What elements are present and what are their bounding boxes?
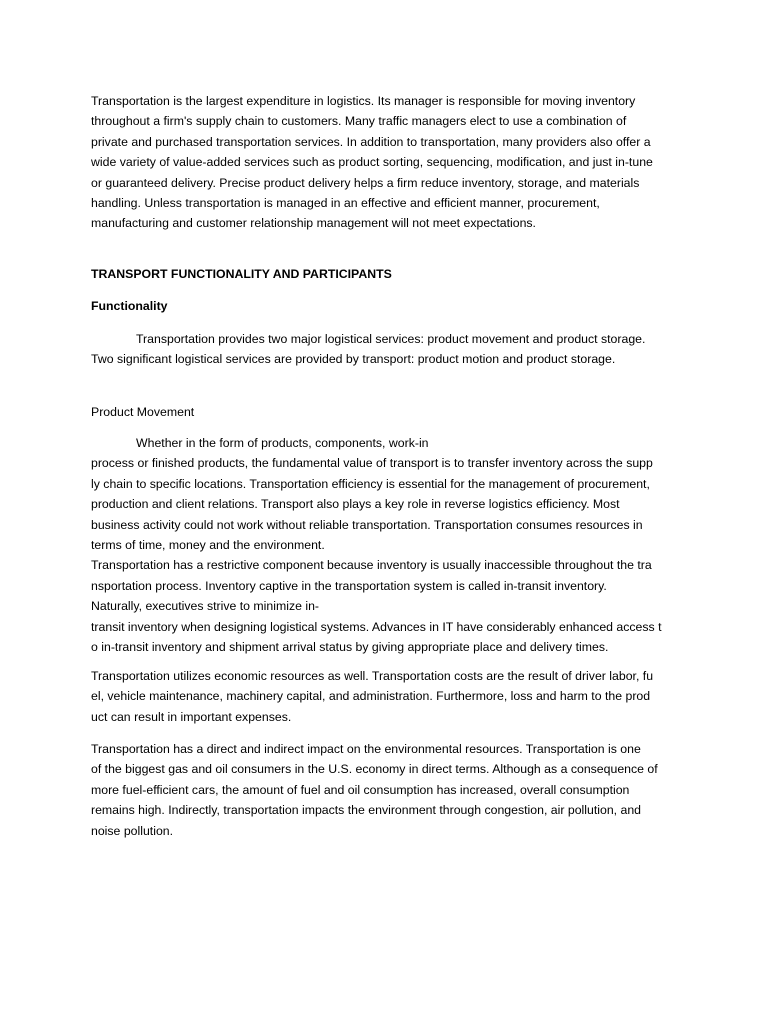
text-line: private and purchased transportation services. In addition to transportation, many providers also offer a (91, 134, 651, 149)
text-line: manufacturing and customer relationship management will not meet expectations. (91, 216, 536, 231)
subheading-functionality (91, 296, 691, 316)
text-line: of the biggest gas and oil consumers in the U.S. economy in direct terms. Although as a consequence of (91, 762, 658, 777)
text-line: Transportation is the largest expenditure in logistics. Its manager is responsible for moving inventory (91, 94, 636, 108)
text-line: transit inventory when designing logistical systems. Advances in IT have considerably enhanced access t (91, 619, 662, 634)
text-line: more fuel-efficient cars, the amount of fuel and oil consumption has increased, overall consumption (91, 782, 630, 797)
text-line: remains high. Indirectly, transportation impacts the environment through congestion, air pollution, and (91, 803, 642, 818)
text-line: handling. Unless transportation is managed in an effective and efficient manner, procurement, (91, 196, 600, 211)
subheading-text: Product Movement (91, 405, 195, 419)
product-movement-paragraph-2 (91, 666, 691, 727)
text-line: Transportation provides two major logistical services: product movement and product storage. (136, 332, 646, 346)
text-line: Naturally, executives strive to minimize in- (91, 599, 320, 614)
subheading-product-movement (91, 402, 691, 422)
text-line: or guaranteed delivery. Precise product delivery helps a firm reduce inventory, storage, and materials (91, 175, 640, 190)
product-movement-paragraph-1 (91, 433, 691, 657)
subheading-text: Functionality (91, 299, 168, 313)
text-line: noise pollution. (91, 823, 174, 838)
text-line: Two significant logistical services are provided by transport: product motion and product storage. (91, 352, 616, 367)
text-line: nsportation process. Inventory captive in the transportation system is called in-transit inventory. (91, 578, 607, 593)
text-line: Transportation has a restrictive component because inventory is usually inaccessible throughout the tra (91, 558, 652, 573)
intro-paragraph (91, 91, 691, 234)
text-line: production and client relations. Transport also plays a key role in reverse logistics efficiency. Most (91, 497, 620, 512)
text-line: el, vehicle maintenance, machinery capital, and administration. Furthermore, loss and harm to the prod (91, 689, 651, 704)
text-line: ly chain to specific locations. Transportation efficiency is essential for the management of procurement, (91, 476, 650, 491)
section-heading-text: TRANSPORT FUNCTIONALITY AND PARTICIPANTS (91, 267, 392, 281)
text-line: throughout a firm's supply chain to customers. Many traffic managers elect to use a combination of (91, 114, 627, 129)
product-movement-paragraph-3 (91, 739, 691, 841)
section-heading (91, 264, 691, 284)
text-line: o in-transit inventory and shipment arrival status by giving appropriate place and delivery times. (91, 640, 609, 655)
text-line: process or finished products, the fundamental value of transport is to transfer inventory across the supp (91, 456, 653, 471)
text-line: wide variety of value-added services such as product sorting, sequencing, modification, and just in-tune (91, 155, 653, 170)
text-line: Transportation utilizes economic resources as well. Transportation costs are the result of driver labor, fu (91, 669, 654, 683)
text-line: terms of time, money and the environment. (91, 538, 325, 553)
text-line: uct can result in important expenses. (91, 709, 292, 724)
text-line: Transportation has a direct and indirect impact on the environmental resources. Transportation is one (91, 742, 641, 756)
text-line: business activity could not work without reliable transportation. Transportation consumes resources in (91, 517, 643, 532)
functionality-paragraph (91, 329, 691, 370)
text-line: Whether in the form of products, components, work-in (136, 436, 429, 450)
